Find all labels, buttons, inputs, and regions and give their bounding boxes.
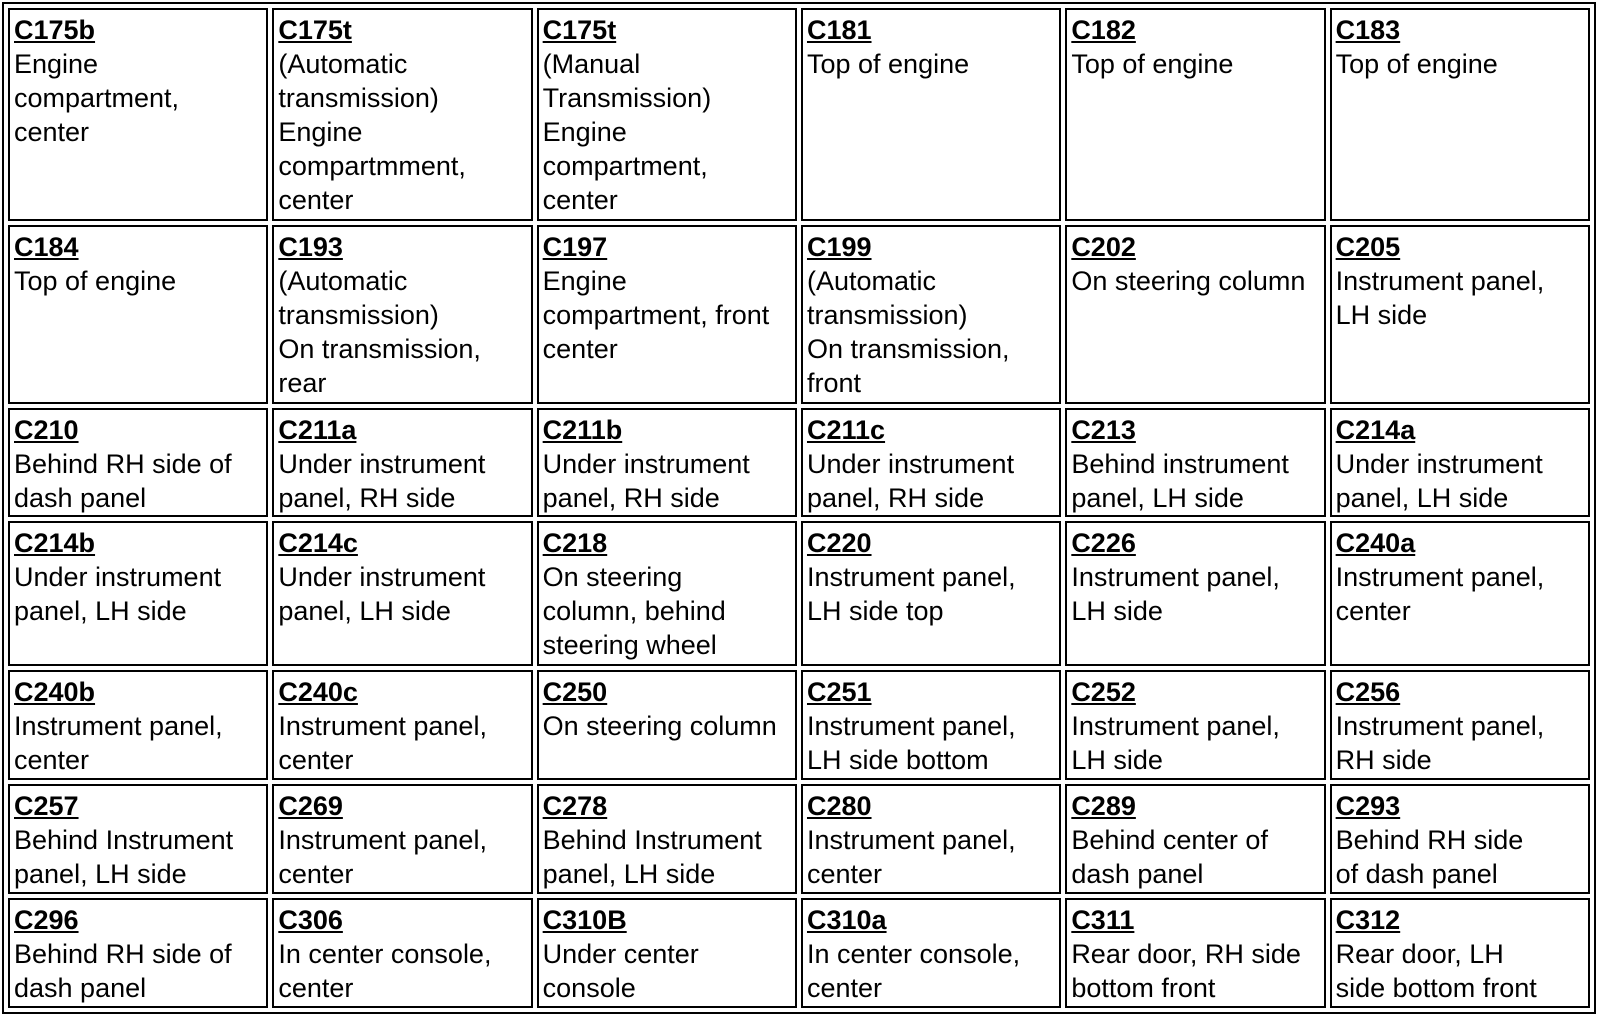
connector-cell [8,8,268,221]
connector-code: C293 [1335,791,1401,821]
connector-cell [1330,898,1590,1008]
connector-code: C214a [1335,415,1416,445]
connector-cell [537,898,797,1008]
connector-cell [537,670,797,780]
connector-location: Behind Instrument panel, LH side [14,825,234,889]
connector-cell [537,8,797,221]
connector-cell [1330,408,1590,517]
connector-cell [1330,8,1590,221]
connector-location: Rear door, RH side bottom front [1071,939,1301,1003]
connector-location: Top of engine [806,49,970,79]
connector-location: Top of engine [1071,49,1234,79]
connector-cell [1330,225,1590,404]
connector-code: C240b [14,677,96,707]
connector-location: Instrument panel, LH side [1071,562,1280,626]
connector-code: C250 [542,677,608,707]
connector-code: C193 [278,232,343,262]
connector-cell [1065,521,1325,666]
connector-location: Under instrument panel, RH side [278,449,486,513]
table-row [8,8,1590,221]
connector-code: C210 [14,415,79,445]
connector-location: Instrument panel, LH side bottom [806,711,1016,775]
connector-code: C175b [14,15,96,45]
connector-code: C257 [14,791,79,821]
table-row [8,521,1590,666]
table-row [8,225,1590,404]
connector-cell [1065,225,1325,404]
connector-cell [272,670,532,780]
connector-code: C312 [1335,905,1401,935]
connector-code: C310a [806,905,887,935]
connector-location: Under instrument panel, LH side [14,562,222,626]
connector-location: (Automatic transmission) Engine compartmment, center [278,49,466,215]
connector-cell [272,898,532,1008]
connector-code: C280 [806,791,872,821]
connector-code: C240c [278,677,358,707]
connector-cell [537,784,797,894]
connector-cell [801,8,1061,221]
connector-cell [801,408,1061,517]
connector-code: C205 [1335,232,1401,262]
connector-location: Behind RH side of dash panel [14,449,232,513]
connector-cell [1065,408,1325,517]
connector-cell [8,784,268,894]
connector-code: C240a [1335,528,1416,558]
connector-cell [272,408,532,517]
connector-location: In center console, center [278,939,492,1003]
connector-location: In center console, center [806,939,1021,1003]
connector-cell [272,8,532,221]
connector-cell [1330,521,1590,666]
connector-code: C218 [542,528,608,558]
connector-code: C211b [542,415,623,445]
connector-code: C289 [1071,791,1136,821]
connector-code: C211c [806,415,886,445]
connector-code: C202 [1071,232,1136,262]
connector-cell [801,670,1061,780]
connector-cell [537,521,797,666]
connector-code: C220 [806,528,872,558]
connector-cell [1330,784,1590,894]
connector-location: Behind Instrument panel, LH side [542,825,762,889]
connector-cell [801,784,1061,894]
connector-code: C214c [278,528,358,558]
connector-location: (Automatic transmission) On transmission, rear [278,266,481,398]
connector-code: C175t [542,15,617,45]
connector-code: C197 [542,232,608,262]
connector-code: C296 [14,905,79,935]
connector-cell [8,521,268,666]
connector-code: C214b [14,528,96,558]
table-row [8,670,1590,780]
connector-cell [1065,670,1325,780]
connector-location: Under instrument panel, LH side [1335,449,1543,513]
connector-location: Under instrument panel, RH side [806,449,1015,513]
connector-cell [1065,898,1325,1008]
connector-cell [8,670,268,780]
connector-location: Rear door, LH side bottom front [1335,939,1537,1003]
connector-location: Behind center of dash panel [1071,825,1268,889]
connector-location: (Manual Transmission) Engine compartment, center [542,49,712,215]
connector-code: C213 [1071,415,1136,445]
connector-cell [1065,784,1325,894]
connector-location: Top of engine [1335,49,1498,79]
connector-location: Behind RH side of dash panel [1335,825,1524,889]
connector-location: Behind RH side of dash panel [14,939,232,1003]
connector-location: Under instrument panel, RH side [542,449,750,513]
connector-code: C182 [1071,15,1136,45]
connector-location: On steering column [542,711,777,741]
connector-code: C199 [806,232,872,262]
connector-cell [272,521,532,666]
connector-cell [537,225,797,404]
connector-cell [801,225,1061,404]
table-row [8,898,1590,1008]
connector-location: Instrument panel, RH side [1335,711,1545,775]
connector-location: Instrument panel, center [14,711,223,775]
connector-code: C251 [806,677,872,707]
connector-location-table [2,2,1596,1014]
connector-location: Instrument panel, center [278,825,487,889]
connector-cell [801,521,1061,666]
connector-location: Under center console [542,939,699,1003]
connector-code: C211a [278,415,357,445]
connector-code: C310B [542,905,627,935]
table-row [8,408,1590,517]
connector-location: Top of engine [14,266,177,296]
connector-cell [8,408,268,517]
connector-location: Instrument panel, center [806,825,1016,889]
connector-code: C256 [1335,677,1401,707]
connector-cell [801,898,1061,1008]
connector-location: Instrument panel, center [278,711,487,775]
connector-cell [1330,670,1590,780]
connector-code: C252 [1071,677,1136,707]
connector-cell [272,784,532,894]
connector-location: Instrument panel, LH side [1335,266,1545,330]
connector-location: Instrument panel, center [1335,562,1545,626]
connector-code: C306 [278,905,343,935]
connector-cell [8,898,268,1008]
connector-cell [8,225,268,404]
connector-location: Under instrument panel, LH side [278,562,486,626]
connector-location: On steering column, behind steering wheel [542,562,726,660]
connector-code: C181 [806,15,872,45]
connector-location: Behind instrument panel, LH side [1071,449,1289,513]
connector-cell [272,225,532,404]
connector-code: C184 [14,232,79,262]
connector-location: Instrument panel, LH side top [806,562,1016,626]
connector-code: C269 [278,791,343,821]
connector-code: C311 [1071,905,1135,935]
connector-location: Engine compartment, front center [542,266,770,364]
table-row [8,784,1590,894]
connector-location: (Automatic transmission) On transmission, front [806,266,1010,398]
connector-code: C175t [278,15,352,45]
connector-location: On steering column [1071,266,1306,296]
connector-cell [537,408,797,517]
connector-code: C183 [1335,15,1401,45]
connector-location: Engine compartment, center [14,49,180,147]
connector-code: C226 [1071,528,1136,558]
connector-code: C278 [542,791,608,821]
connector-location: Instrument panel, LH side [1071,711,1280,775]
connector-cell [1065,8,1325,221]
